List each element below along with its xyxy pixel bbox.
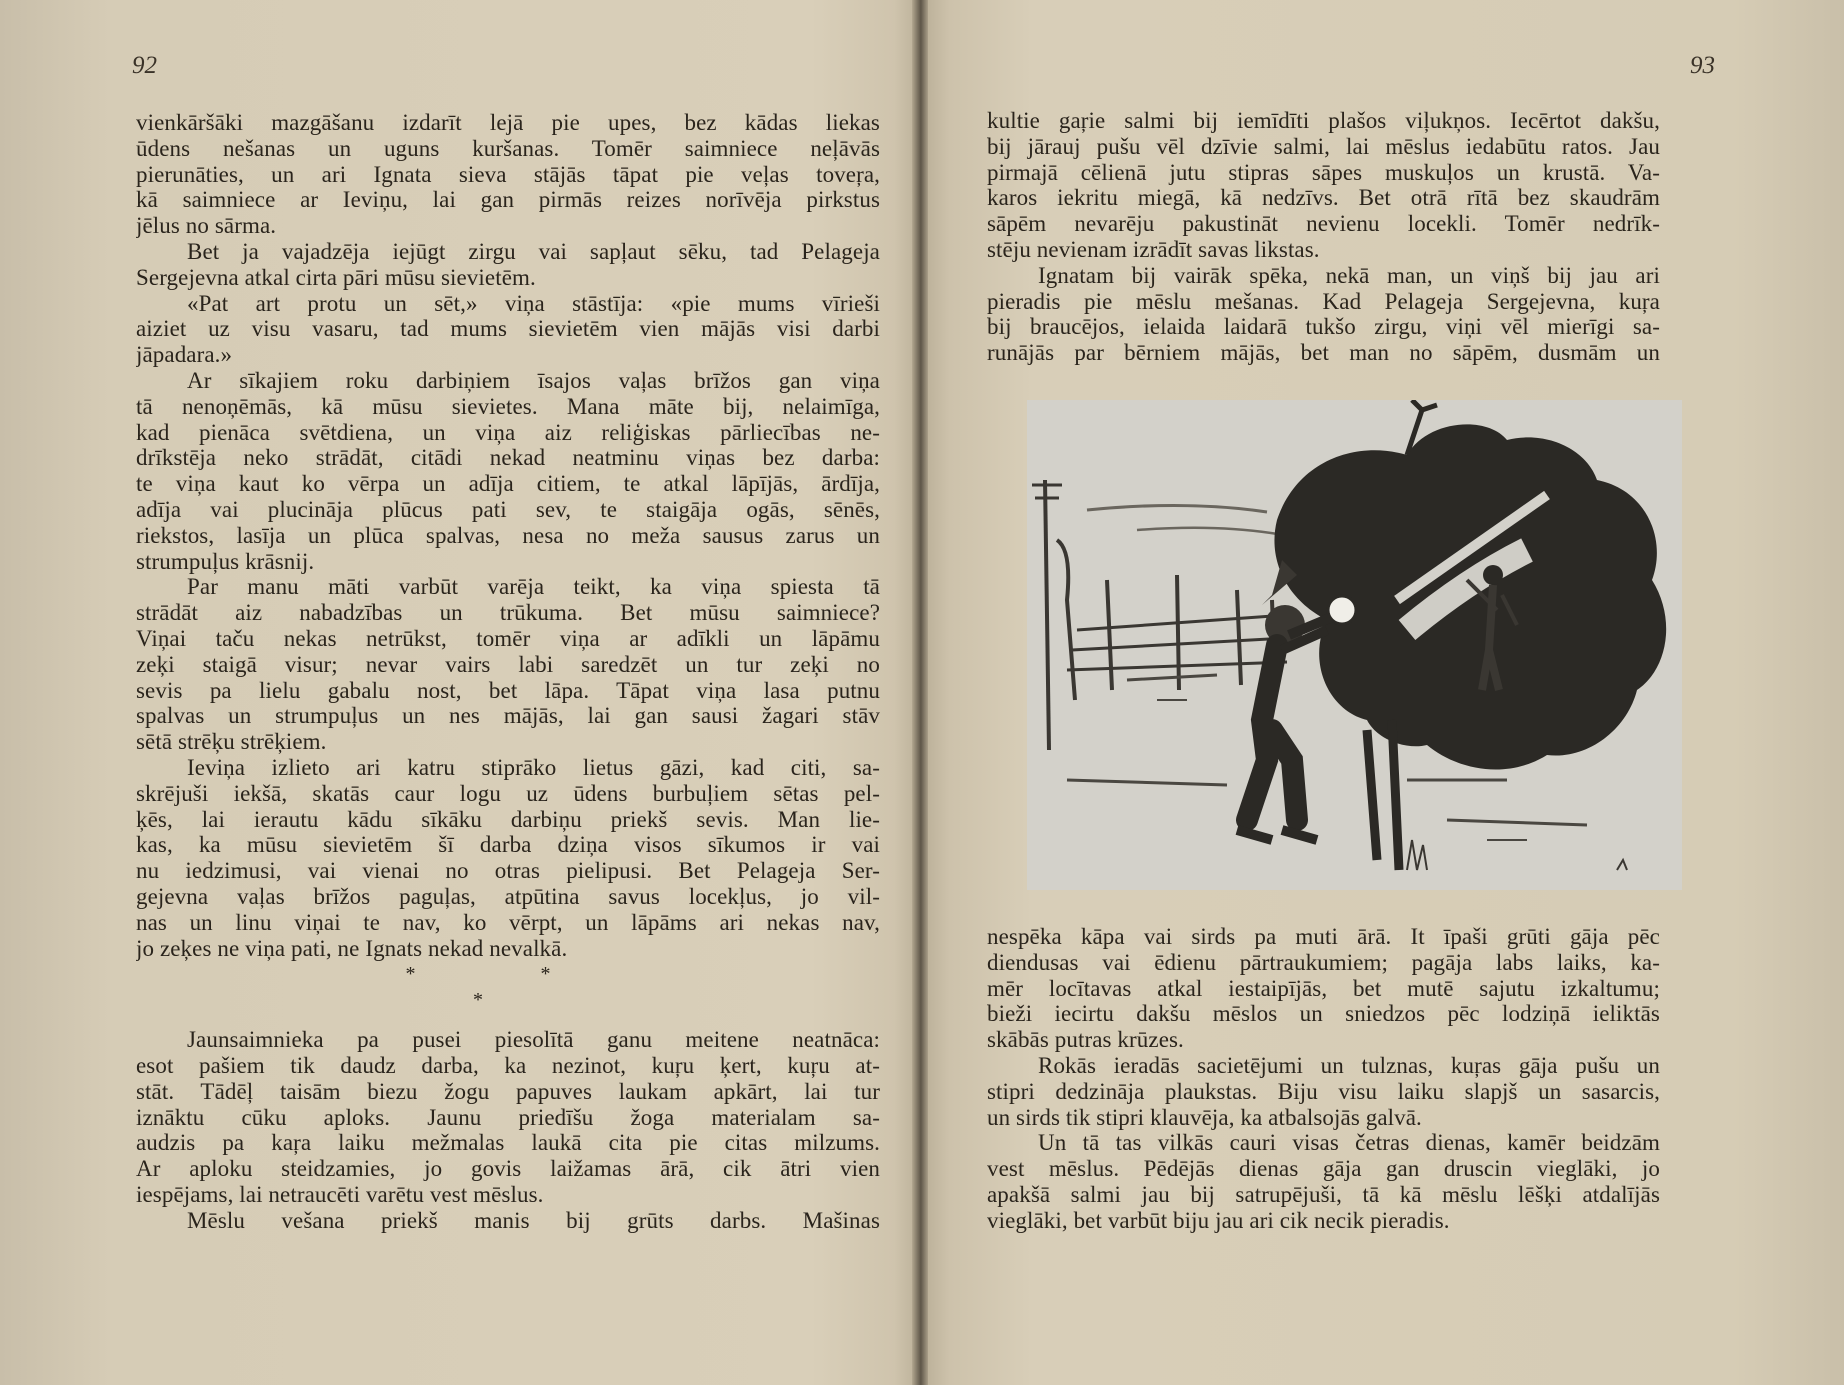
text-line: kad pienāca svētdiena, un viņa aiz reliģiskas pārliecības ne- xyxy=(136,419,880,445)
text-line: tā nenoņēmās, kā mūsu sievietes. Mana māte bij, nelaimīga, xyxy=(136,393,880,419)
text-line: nu iedzimusi, vai vienai no otras pielipusi. Bet Pelageja Ser- xyxy=(136,858,880,884)
text-line: stēju nevienam izrādīt savas likstas. xyxy=(987,236,1320,262)
text-line: aiziet uz visu vasaru, tad mums sievietēm vien mājās visi darbi xyxy=(136,316,880,342)
text-line: Mēslu vešana priekš manis bij grūts darbs. Mašinas xyxy=(187,1207,880,1233)
text-line: vest mēslus. Pēdējās dienas gāja gan druscin vieglāki, jo xyxy=(987,1156,1660,1182)
text-line: mēr locītavas atkal iestaipījās, bet mutē sajutu izkaltumu; xyxy=(987,975,1660,1001)
text-line: gejevna vaļas brīžos paguļas, atpūtina savus locekļus, jo vil- xyxy=(136,883,880,909)
text-line: bij braucējos, ielaida laidarā tukšo zirgu, viņi vēl mierīgi sa- xyxy=(987,314,1660,340)
text-line: vieglāki, bet varbūt biju jau ari cik necik pieradis. xyxy=(987,1207,1450,1233)
text-line: kas, ka mūsu sievietēm šī darba dziņa visos sīkumos ir vai xyxy=(136,832,880,858)
page-number-right: 93 xyxy=(1690,52,1715,79)
text-line: ķēs, lai ierautu kādu sīkāku darbiņu priekš sevis. Man lie- xyxy=(136,806,880,832)
right-text-top xyxy=(987,108,1660,366)
text-line: jēlus no sārma. xyxy=(136,213,277,239)
text-line: Jaunsaimnieka pa pusei piesolītā ganu meitene neatnāca: xyxy=(187,1027,880,1053)
text-line: iespējams, lai netraucēti varētu vest mēslus. xyxy=(136,1182,544,1208)
text-line: te viņa kaut ko vērpa un adīja citiem, te atkal lāpījās, ārdīja, xyxy=(136,471,880,497)
text-line: nas un linu viņai te nav, ko vērpt, un lāpāms ari nekas nav, xyxy=(136,909,880,935)
illustration-drawing xyxy=(1027,400,1682,890)
text-line: diendusas vai ēdienu pārtraukumiem; pagāja labs laiks, ka- xyxy=(987,949,1660,975)
text-line: kā saimniece ar Ieviņu, lai gan pirmās reizes norīvēja pirkstus xyxy=(136,187,880,213)
text-line: skrējuši iekšā, skatās caur logu uz ūdens burbuļiem sētas pel- xyxy=(136,780,880,806)
left-paragraphs-after xyxy=(136,1027,880,1233)
text-line: adīja vai plucināja plūcus pati sev, te staigāja ogās, sēnēs, xyxy=(136,496,880,522)
text-line: kultie gaŗie salmi bij iemīdīti plašos viļukņos. Iecērtot dakšu, xyxy=(987,108,1660,133)
text-line: zeķi staigā visur; nevar vairs labi saredzēt un tur zeķi no xyxy=(136,651,880,677)
text-line: «Pat art protu un sēt,» viņa stāstīja: «pie mums vīrieši xyxy=(187,290,880,316)
text-line: Sergejevna atkal cirta pāri mūsu sievietēm. xyxy=(136,264,536,290)
text-line: Ignatam bij vairāk spēka, nekā man, un viņš bij jau ari xyxy=(1038,262,1660,288)
text-line: riekstos, lasīja un plūca spalvas, nesa no meža sausus zarus un xyxy=(136,522,880,548)
left-text-block xyxy=(136,110,880,1234)
text-line: un sirds tik stipri klauvēja, ka atbalsojās galvā. xyxy=(987,1104,1422,1130)
text-line: Rokās ieradās sacietējumi un tulznas, kuŗas gāja pušu un xyxy=(1038,1052,1660,1078)
book-gutter xyxy=(912,0,928,1385)
text-line: Par manu māti varbūt varēja teikt, ka viņa spiesta tā xyxy=(187,574,880,600)
text-line: karos iekritu miegā, kā nedzīvs. Bet otrā rītā bez skaudrām xyxy=(987,185,1660,211)
text-line: Viņai taču nekas netrūkst, tomēr viņa ar adīkli un lāpāmu xyxy=(136,625,880,651)
text-line: stāt. Tādēļ taisām biezu žogu papuves laukam apkārt, lai tur xyxy=(136,1078,880,1104)
text-line: esot pašiem tik daudz darba, ka nezinot, kuŗu ķert, kuŗu at- xyxy=(136,1053,880,1079)
text-line: skābās putras krūzes. xyxy=(987,1027,1184,1053)
text-line: sētā strēķu strēķiem. xyxy=(136,729,327,755)
text-line: Ar aploku steidzamies, jo govis laižamas ārā, cik ātri vien xyxy=(136,1156,880,1182)
right-paragraphs-bottom xyxy=(987,924,1660,1234)
text-line: pieradis pie mēslu mešanas. Kad Pelageja Sergejevna, kuŗa xyxy=(987,288,1660,314)
text-line: Ieviņa izlieto ari katru stiprāko lietus gāzi, kad citi, sa- xyxy=(187,754,880,780)
text-line: jo zeķes ne viņa pati, ne Ignats nekad nevalkā. xyxy=(136,935,568,961)
text-line: runājās par bērniem mājās, bet man no sāpēm, dusmām un xyxy=(987,340,1660,366)
text-line: vienkāršāki mazgāšanu izdarīt lejā pie upes, bez kādas liekas xyxy=(136,110,880,135)
text-line: Un tā tas vilkās cauri visas četras dienas, kamēr beidzām xyxy=(1038,1130,1660,1156)
text-line: bij jārauj pušu vēl dzīvie salmi, lai mēslus iedabūtu ratos. Jau xyxy=(987,133,1660,159)
text-line: jāpadara.» xyxy=(136,342,233,368)
text-line: Bet ja vajadzēja iejūgt zirgu vai sapļaut sēku, tad Pelageja xyxy=(187,238,880,264)
text-line: bieži iecirtu dakšu mēslos un sniedzos pēc lodziņā ieliktās xyxy=(987,1001,1660,1027)
text-line: strumpuļus krāsnij. xyxy=(136,548,315,574)
page-number-left: 92 xyxy=(132,52,157,79)
text-line: Ar sīkajiem roku darbiņiem īsajos vaļas brīžos gan viņa xyxy=(187,367,880,393)
text-line: apakšā salmi jau bij satrupējuši, tā kā mēslu lēšķi atdalījās xyxy=(987,1181,1660,1207)
text-line: pirmajā cēlienā jutu stipras sāpes muskuļos un krustā. Va- xyxy=(987,159,1660,185)
section-separator-bottom: * xyxy=(473,989,543,1012)
text-line: stipri dedzināja plaukstas. Biju visu laiku slapjš un sasarcis, xyxy=(987,1078,1660,1104)
left-page xyxy=(0,0,912,1385)
text-line: sāpēm nevarēju pakustināt nevienu locekli. Tomēr nedrīk- xyxy=(987,211,1660,237)
text-line: pierunāties, un ari Ignata sieva stājās tāpat pie veļas toveŗa, xyxy=(136,161,880,187)
text-line: strādāt aiz nabadzības un trūkuma. Bet mūsu saimniece? xyxy=(136,600,880,626)
text-line: sevis pa lielu gabalu nost, bet lāpa. Tāpat viņa lasa putnu xyxy=(136,677,880,703)
text-line: drīkstēja neko strādāt, citādi nekad neatminu viņas bez darba: xyxy=(136,445,880,471)
fence-building-illustration xyxy=(1027,400,1682,890)
text-line: nespēka kāpa vai sirds pa muti ārā. It īpaši grūti gāja pēc xyxy=(987,924,1660,949)
section-separator-top: * * xyxy=(405,963,611,986)
text-line: ūdens nešanas un uguns kuršanas. Tomēr saimniece neļāvās xyxy=(136,135,880,161)
right-paragraphs-top xyxy=(987,108,1660,366)
text-line: spalvas un strumpuļus un nes mājās, lai gan sausi žagari stāv xyxy=(136,703,880,729)
left-paragraphs xyxy=(136,110,880,961)
right-page xyxy=(928,0,1844,1385)
text-line: audzis pa kaŗa laiku mežmalas laukā cita pie citas milzums. xyxy=(136,1130,880,1156)
right-text-bottom xyxy=(987,924,1660,1234)
text-line: iznāktu cūku aploks. Jaunu priedīšu žoga materialam sa- xyxy=(136,1104,880,1130)
